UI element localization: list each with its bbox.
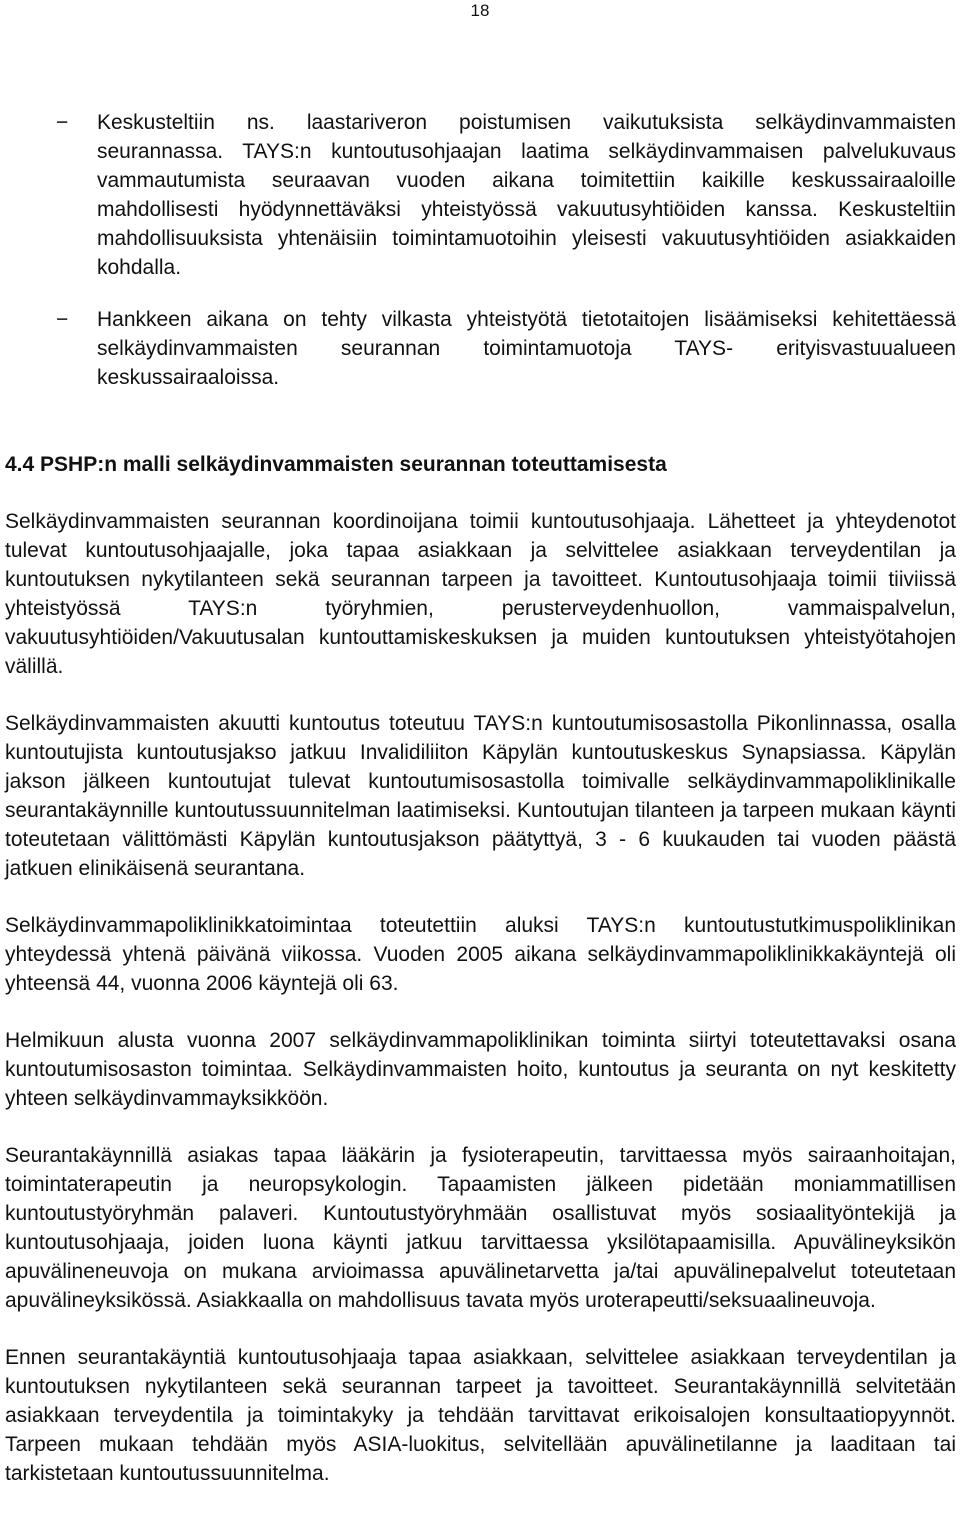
bullet-list [5,108,956,392]
dash-bullet-icon: − [56,308,69,331]
paragraph: Selkäydinvammaisten seurannan koordinoijana toimii kuntoutusohjaaja. Lähetteet ja yhteydenotot tulevat kuntoutusohjaajalle, joka tapaa asiakkaan ja selvittelee asiakkaan terveydentilan ja kuntoutuksen nykytilanteen sekä seurannan tarpeen ja tavoitteet. Kuntoutusohjaaja toimii tiiviissä yhteistyössä TAYS:n työryhmien, perusterveydenhuollon, vammaispalvelun, vakuutusyhtiöiden/Vakuutusalan kuntouttamiskeskuksen ja muiden kuntoutuksen yhteistyötahojen välillä. [5,510,956,678]
paragraph: Selkäydinvammaisten akuutti kuntoutus toteutuu TAYS:n kuntoutumisosastolla Pikonlinnassa, osalla kuntoutujista kuntoutusjakso jatkuu Invalidiliiton Käpylän kuntoutuskeskus Synapsiassa. Käpylän jakson jälkeen kuntoutujat tulevat kuntoutumisosastolla toimivalle selkäydinvammapoliklinikalle seurantakäynnille kuntoutussuunnitelman laatimiseksi. Kuntoutujan tilanteen ja tarpeen mukaan käynti toteutetaan välittömästi Käpylän kuntoutusjakson päätyttyä, 3 - 6 kuukauden tai vuoden päästä jatkuen elinikäisenä seurantana. [5,712,956,880]
paragraph: Seurantakäynnillä asiakas tapaa lääkärin ja fysioterapeutin, tarvittaessa myös sairaanhoitajan, toimintaterapeutin ja neuropsykologin. Tapaamisten jälkeen pidetään moniammatillisen kuntoutustyöryhmän palaveri. Kuntoutustyöryhmään osallistuvat myös sosiaalityöntekijä ja kuntoutusohjaaja, joiden luona käynti jatkuu tarvittaessa yksilötapaamisilla. Apuvälineyksikön apuvälineneuvoja on mukana arvioimassa apuvälinetarvetta ja/tai apuvälinepalvelut toteutetaan apuvälineyksikössä. Asiakkaalla on mahdollisuus tavata myös uroterapeutti/seksuaalineuvoja. [5,1144,956,1312]
section-heading: 4.4 PSHP:n malli selkäydinvammaisten seurannan toteuttamisesta [5,453,667,476]
paragraph: Selkäydinvammapoliklinikkatoimintaa toteutettiin aluksi TAYS:n kuntoutustutkimuspoliklinikan yhteydessä yhtenä päivänä viikossa. Vuoden 2005 aikana selkäydinvammapoliklinikkakäyntejä oli yhteensä 44, vuonna 2006 käyntejä oli 63. [5,914,956,995]
dash-bullet-icon: − [56,111,69,134]
bullet-text: Hankkeen aikana on tehty vilkasta yhteistyötä tietotaitojen lisäämiseksi kehitettäessä selkäydinvammaisten seurannan toimintamuotoja TAYS- erityisvastuualueen keskussairaaloissa. [97,308,956,389]
list-item [5,108,956,282]
document-body [5,108,956,1516]
paragraph: Ennen seurantakäyntiä kuntoutusohjaaja tapaa asiakkaan, selvittelee asiakkaan terveydentilan ja kuntoutuksen nykytilanteen sekä seurannan tarpeet ja tavoitteet. Seurantakäynnillä selvitetään asiakkaan terveydentila ja toimintakyky ja tehdään tarvittavat erikoisalojen konsultaatiopyynnöt. Tarpeen mukaan tehdään myös ASIA-luokitus, selvitellään apuvälinetilanne ja laaditaan tai tarkistetaan kuntoutussuunnitelma. [5,1346,956,1485]
bullet-text: Keskusteltiin ns. laastariveron poistumisen vaikutuksista selkäydinvammaisten seurannassa. TAYS:n kuntoutusohjaajan laatima selkäydinvammaisen palvelukuvaus vammautumista seuraavan vuoden aikana toimitettiin kaikille keskussairaaloille mahdollisesti hyödynnettäväksi yhteistyössä vakuutusyhtiöiden kanssa. Keskusteltiin mahdollisuuksista yhtenäisiin toimintamuotoihin yleisesti vakuutusyhtiöiden asiakkaiden kohdalla. [97,111,956,279]
list-item [5,305,956,392]
page-number: 18 [470,1,490,20]
paragraph: Helmikuun alusta vuonna 2007 selkäydinvammapoliklinikan toiminta siirtyi toteutettavaksi osana kuntoutumisosaston toimintaa. Selkäydinvammaisten hoito, kuntoutus ja seuranta on nyt keskitetty yhteen selkäydinvammayksikköön. [5,1029,956,1110]
